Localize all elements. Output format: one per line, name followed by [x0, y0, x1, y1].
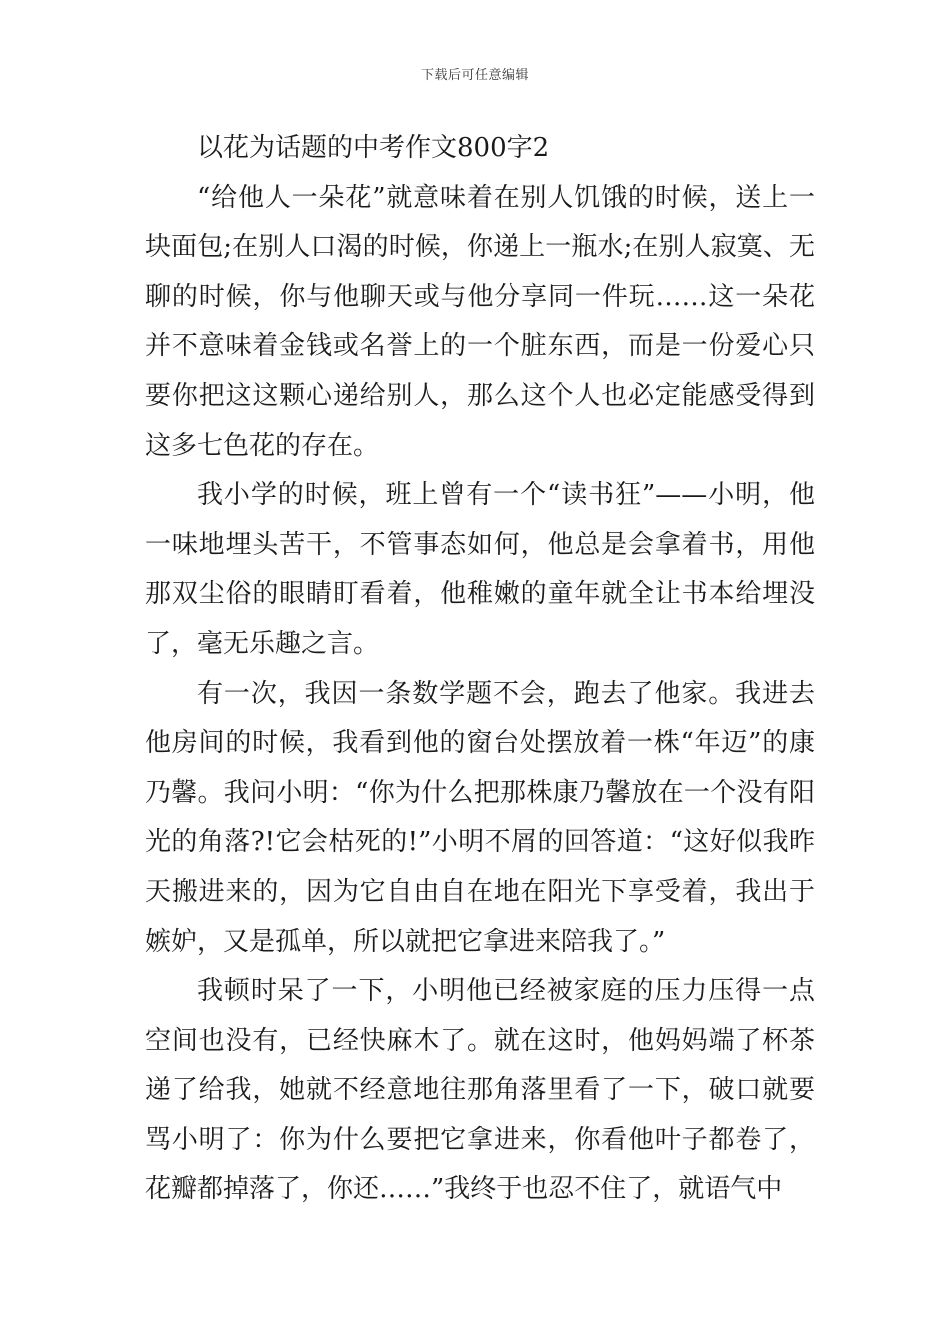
paragraph-2: 我小学的时候，班上曾有一个“读书狂”——小明，他一味地埋头苦干，不管事态如何，他总是会拿着书，用他那双尘俗的眼睛盯看着，他稚嫩的童年就全让书本给埋没了，毫无乐趣之言。	[145, 480, 815, 659]
paragraph-3: 有一次，我因一条数学题不会，跑去了他家。我进去他房间的时候，我看到他的窗台处摆放着一株“年迈”的康乃馨。我问小明：“你为什么把那株康乃馨放在一个没有阳光的角落?!它会枯死的!”小明不屑的回答道：“这好似我昨天搬进来的，因为它自由自在地在阳光下享受着，我出于嫉妒，又是孤单，所以就把它拿进来陪我了。”	[145, 678, 815, 957]
document-title: 以花为话题的中考作文800字2	[197, 133, 550, 163]
document-body	[145, 124, 815, 1215]
header-note: 下载后可任意编辑	[420, 68, 529, 83]
paragraph-1: “给他人一朵花”就意味着在别人饥饿的时候，送上一块面包;在别人口渴的时候，你递上一瓶水;在别人寂寞、无聊的时候，你与他聊天或与他分享同一件玩……这一朵花并不意味着金钱或名誉上的一个脏东西，而是一份爱心只要你把这这颗心递给别人，那么这个人也必定能感受得到这多七色花的存在。	[145, 182, 815, 461]
paragraph-4: 我顿时呆了一下，小明他已经被家庭的压力压得一点空间也没有，已经快麻木了。就在这时，他妈妈端了杯茶递了给我，她就不经意地往那角落里看了一下，破口就要骂小明了：你为什么要把它拿进来，你看他叶子都卷了，花瓣都掉落了，你还……”我终于也忍不住了，就语气中	[145, 976, 815, 1205]
